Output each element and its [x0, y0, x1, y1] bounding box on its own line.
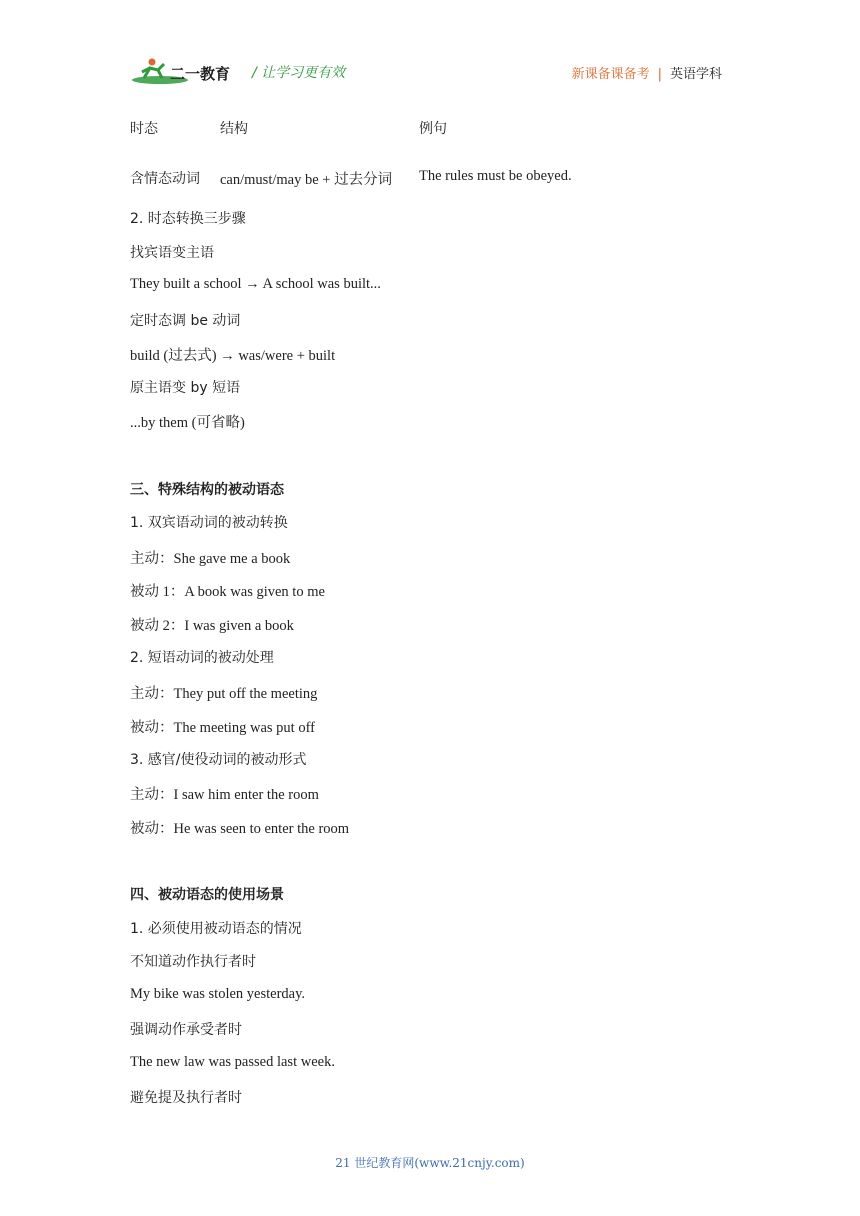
logo-text: 二一教育 [170, 65, 231, 83]
list-item: 被动：He was seen to enter the room [130, 821, 350, 837]
slogan: / 让学习更有效 [252, 65, 346, 81]
list-item: 1. 双宾语动词的被动转换 [130, 515, 288, 531]
list-item: 被动 2：I was given a book [130, 618, 294, 634]
section-heading: 三、特殊结构的被动语态 [130, 482, 284, 498]
header-right [572, 63, 722, 82]
table-cell-tense: 含情态动词 [130, 171, 200, 187]
list-item: 定时态调 be 动词 [130, 313, 241, 329]
list-item: 1. 必须使用被动语态的情况 [130, 921, 302, 937]
subject-label: 英语学科 [669, 67, 722, 82]
header-separator: | [657, 67, 662, 82]
table-cell-example: The rules must be obeyed. [419, 168, 572, 184]
list-item: 不知道动作执行者时 [130, 954, 256, 970]
list-item: 被动 1：A book was given to me [130, 584, 325, 600]
brand-label: 新课备课备考 [571, 67, 650, 82]
list-item: build (过去式) → was/were + built [130, 348, 336, 364]
table-header-example: 例句 [419, 121, 447, 137]
list-item: 强调动作承受者时 [130, 1022, 242, 1038]
list-item: 主动：I saw him enter the room [130, 787, 319, 803]
list-item: 原主语变 by 短语 [130, 380, 241, 396]
list-item: 2. 短语动词的被动处理 [130, 650, 274, 666]
list-item: 主动：She gave me a book [130, 551, 291, 567]
page-footer: 21 世纪教育网(www.21cnjy.com) [335, 1156, 525, 1170]
list-item: The new law was passed last week. [130, 1054, 335, 1070]
page-header [130, 52, 730, 92]
list-item: 主动：They put off the meeting [130, 686, 318, 702]
list-item: 被动：The meeting was put off [130, 720, 315, 736]
logo-icon [130, 56, 240, 90]
list-item: 避免提及执行者时 [130, 1090, 242, 1106]
list-item: ...by them (可省略) [130, 415, 245, 431]
list-item: They built a school → A school was built... [130, 276, 381, 292]
section-heading: 四、被动语态的使用场景 [130, 887, 284, 903]
list-item: My bike was stolen yesterday. [130, 986, 306, 1002]
table-header-structure: 结构 [220, 121, 248, 137]
list-item: 3. 感官/使役动词的被动形式 [130, 752, 307, 768]
list-item: 2. 时态转换三步骤 [130, 211, 246, 227]
list-item: 找宾语变主语 [130, 245, 214, 261]
table-header-tense: 时态 [130, 121, 158, 137]
table-cell-structure: can/must/may be + 过去分词 [220, 172, 393, 188]
